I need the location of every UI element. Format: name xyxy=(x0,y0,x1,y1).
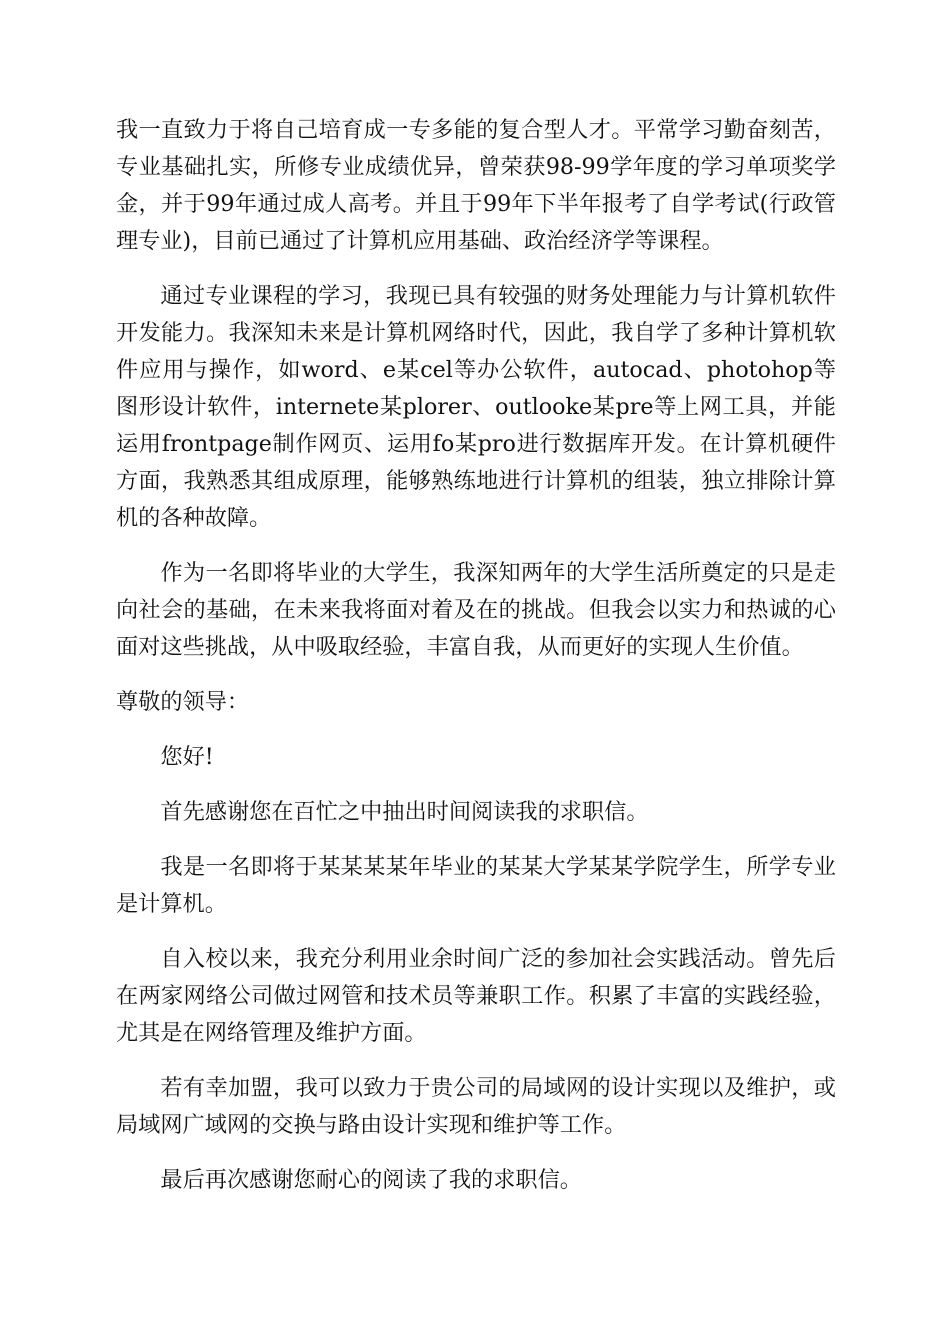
paragraph-computer-skills: 通过专业课程的学习，我现已具有较强的财务处理能力与计算机软件开发能力。我深知未来是计算机网络时代，因此，我自学了多种计算机软件应用与操作，如word、e某cel等办公软件，autocad、photohop等图形设计软件，internete某plorer、outlooke某pre等上网工具，并能运用frontpage制作网页、运用fo某pro进行数据库开发。在计算机硬件方面，我熟悉其组成原理，能够熟练地进行计算机的组装，独立排除计算机的各种故障。 xyxy=(116,283,836,531)
letter-salutation: 尊敬的领导： xyxy=(116,689,250,715)
paragraph-commitment: 若有幸加盟，我可以致力于贵公司的局域网的设计实现以及维护，或局域网广域网的交换与路由设计实现和维护等工作。 xyxy=(116,1075,836,1138)
letter-greeting: 您好! xyxy=(160,744,214,770)
document-page xyxy=(116,112,836,1199)
paragraph-thanks-closing: 最后再次感谢您耐心的阅读了我的求职信。 xyxy=(160,1167,582,1193)
paragraph-future-outlook: 作为一名即将毕业的大学生，我深知两年的大学生活所奠定的只是走向社会的基础，在未来我将面对着及在的挑战。但我会以实力和热诚的心面对这些挑战，从中吸取经验，丰富自我，从而更好的实现人生价值。 xyxy=(116,560,836,660)
paragraph-introduction: 我是一名即将于某某某某年毕业的某某大学某某学院学生，所学专业是计算机。 xyxy=(116,854,836,917)
paragraph-thanks-opening: 首先感谢您在百忙之中抽出时间阅读我的求职信。 xyxy=(160,799,649,825)
paragraph-self-development: 我一直致力于将自己培育成一专多能的复合型人才。平常学习勤奋刻苦，专业基础扎实，所修专业成绩优异，曾荣获98-99学年度的学习单项奖学金，并于99年通过成人高考。并且于99年下半年报考了自学考试(行政管理专业)，目前已通过了计算机应用基础、政治经济学等课程。 xyxy=(116,117,836,254)
paragraph-practice-experience: 自入校以来，我充分利用业余时间广泛的参加社会实践活动。曾先后在两家网络公司做过网管和技术员等兼职工作。积累了丰富的实践经验，尤其是在网络管理及维护方面。 xyxy=(116,946,836,1046)
